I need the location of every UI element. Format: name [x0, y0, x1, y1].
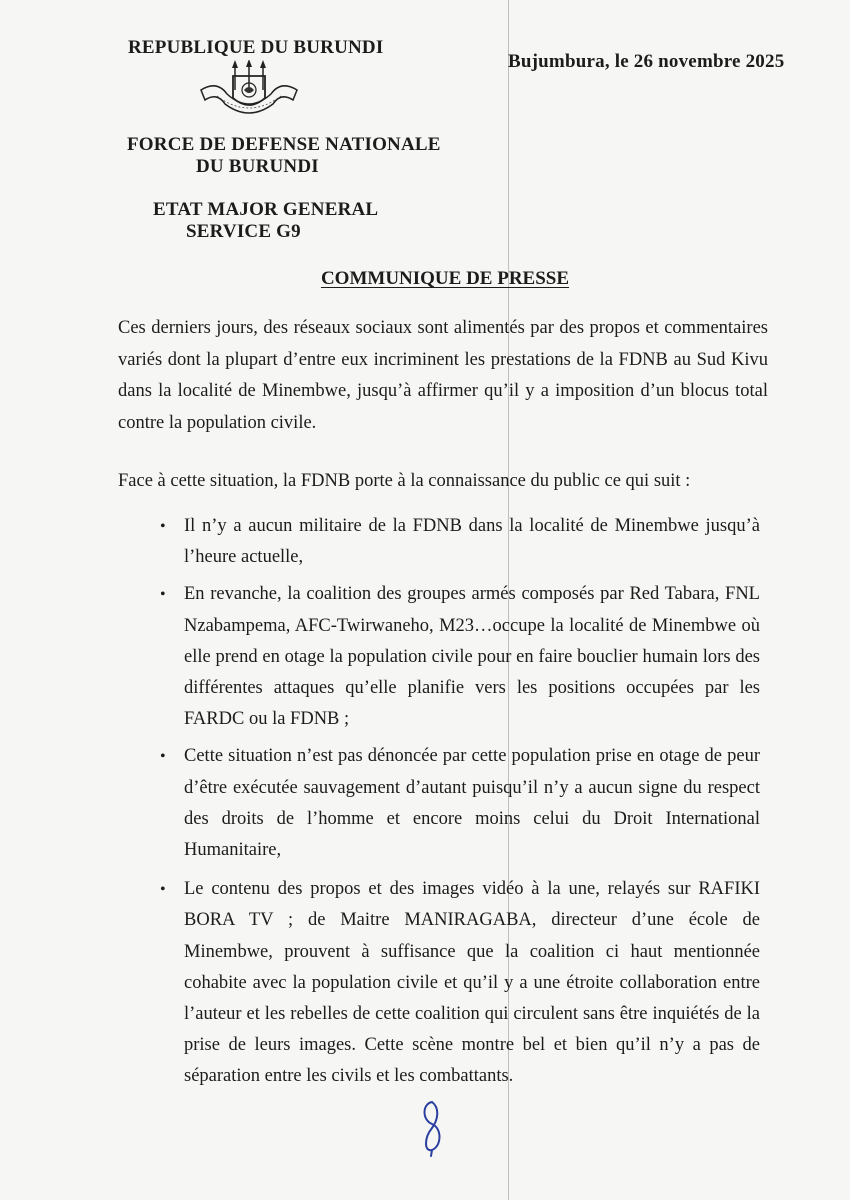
statement-list — [160, 511, 760, 1099]
bullet-glyph: • — [160, 881, 166, 899]
force-heading-line1: FORCE DE DEFENSE NATIONALE — [127, 134, 441, 155]
list-item-text: Il n’y a aucun militaire de la FDNB dans la localité de Minembwe jusqu’à l’heure actuelle, — [184, 516, 760, 568]
handwritten-initial-signature — [418, 1098, 446, 1158]
list-item-text: Le contenu des propos et des images vidéo à la une, relayés sur RAFIKI BORA TV ; de Maitre MANIRAGABA, directeur d’une école de Minembwe, prouvent à suffisance que la coalition ci haut mentionnée cohabite avec la population civile et qu’il y a une étroite collaboration entre l’auteur et les rebelles de cette coalition qui circulent sans être inquiétés de la prise de leurs images. Cette scène montre bel et bien qu’il n’y a pas de séparation entre les civils et les combattants. — [184, 879, 760, 1087]
list-item-text: Cette situation n’est pas dénoncée par cette population prise en otage de peur d’être exécutée sauvagement d’autant puisqu’il n’y a aucun signe du respect des droits de l’homme et encore moins celui du Droit International Humanitaire, — [184, 746, 760, 861]
bullet-glyph: • — [160, 748, 166, 766]
force-heading-line2: DU BURUNDI — [196, 156, 319, 177]
burundi-coat-of-arms-icon — [197, 60, 301, 122]
country-heading: REPUBLIQUE DU BURUNDI — [128, 37, 384, 58]
staff-heading-line1: ETAT MAJOR GENERAL — [153, 199, 379, 220]
intro-paragraph: Ces derniers jours, des réseaux sociaux sont alimentés par des propos et commentaires variés dont la plupart d’entre eux incriminent les prestations de la FDNB au Sud Kivu dans la localité de Minembwe, jusqu’à affirmer qu’il y a imposition d’un blocus total contre la population civile. — [118, 318, 768, 433]
statement-paragraph: Face à cette situation, la FDNB porte à la connaissance du public ce qui suit : — [118, 471, 691, 491]
bullet-glyph: • — [160, 586, 166, 604]
list-item-text: En revanche, la coalition des groupes armés composés par Red Tabara, FNL Nzabampema, AFC-Twirwaneho, M23…occupe la localité de Minembwe où elle prend en otage la population civile pour en faire bouclier humain lors des différentes attaques qu’elle planifie vers les positions occupées par les FARDC ou la FDNB ; — [184, 584, 760, 730]
staff-heading-line2: SERVICE G9 — [186, 221, 301, 242]
list-item — [160, 511, 760, 573]
list-item — [160, 579, 760, 735]
list-item — [160, 741, 760, 866]
list-item — [160, 874, 760, 1092]
bullet-glyph: • — [160, 518, 166, 535]
place-and-date: Bujumbura, le 26 novembre 2025 — [508, 51, 785, 72]
document-title: COMMUNIQUE DE PRESSE — [320, 268, 570, 289]
